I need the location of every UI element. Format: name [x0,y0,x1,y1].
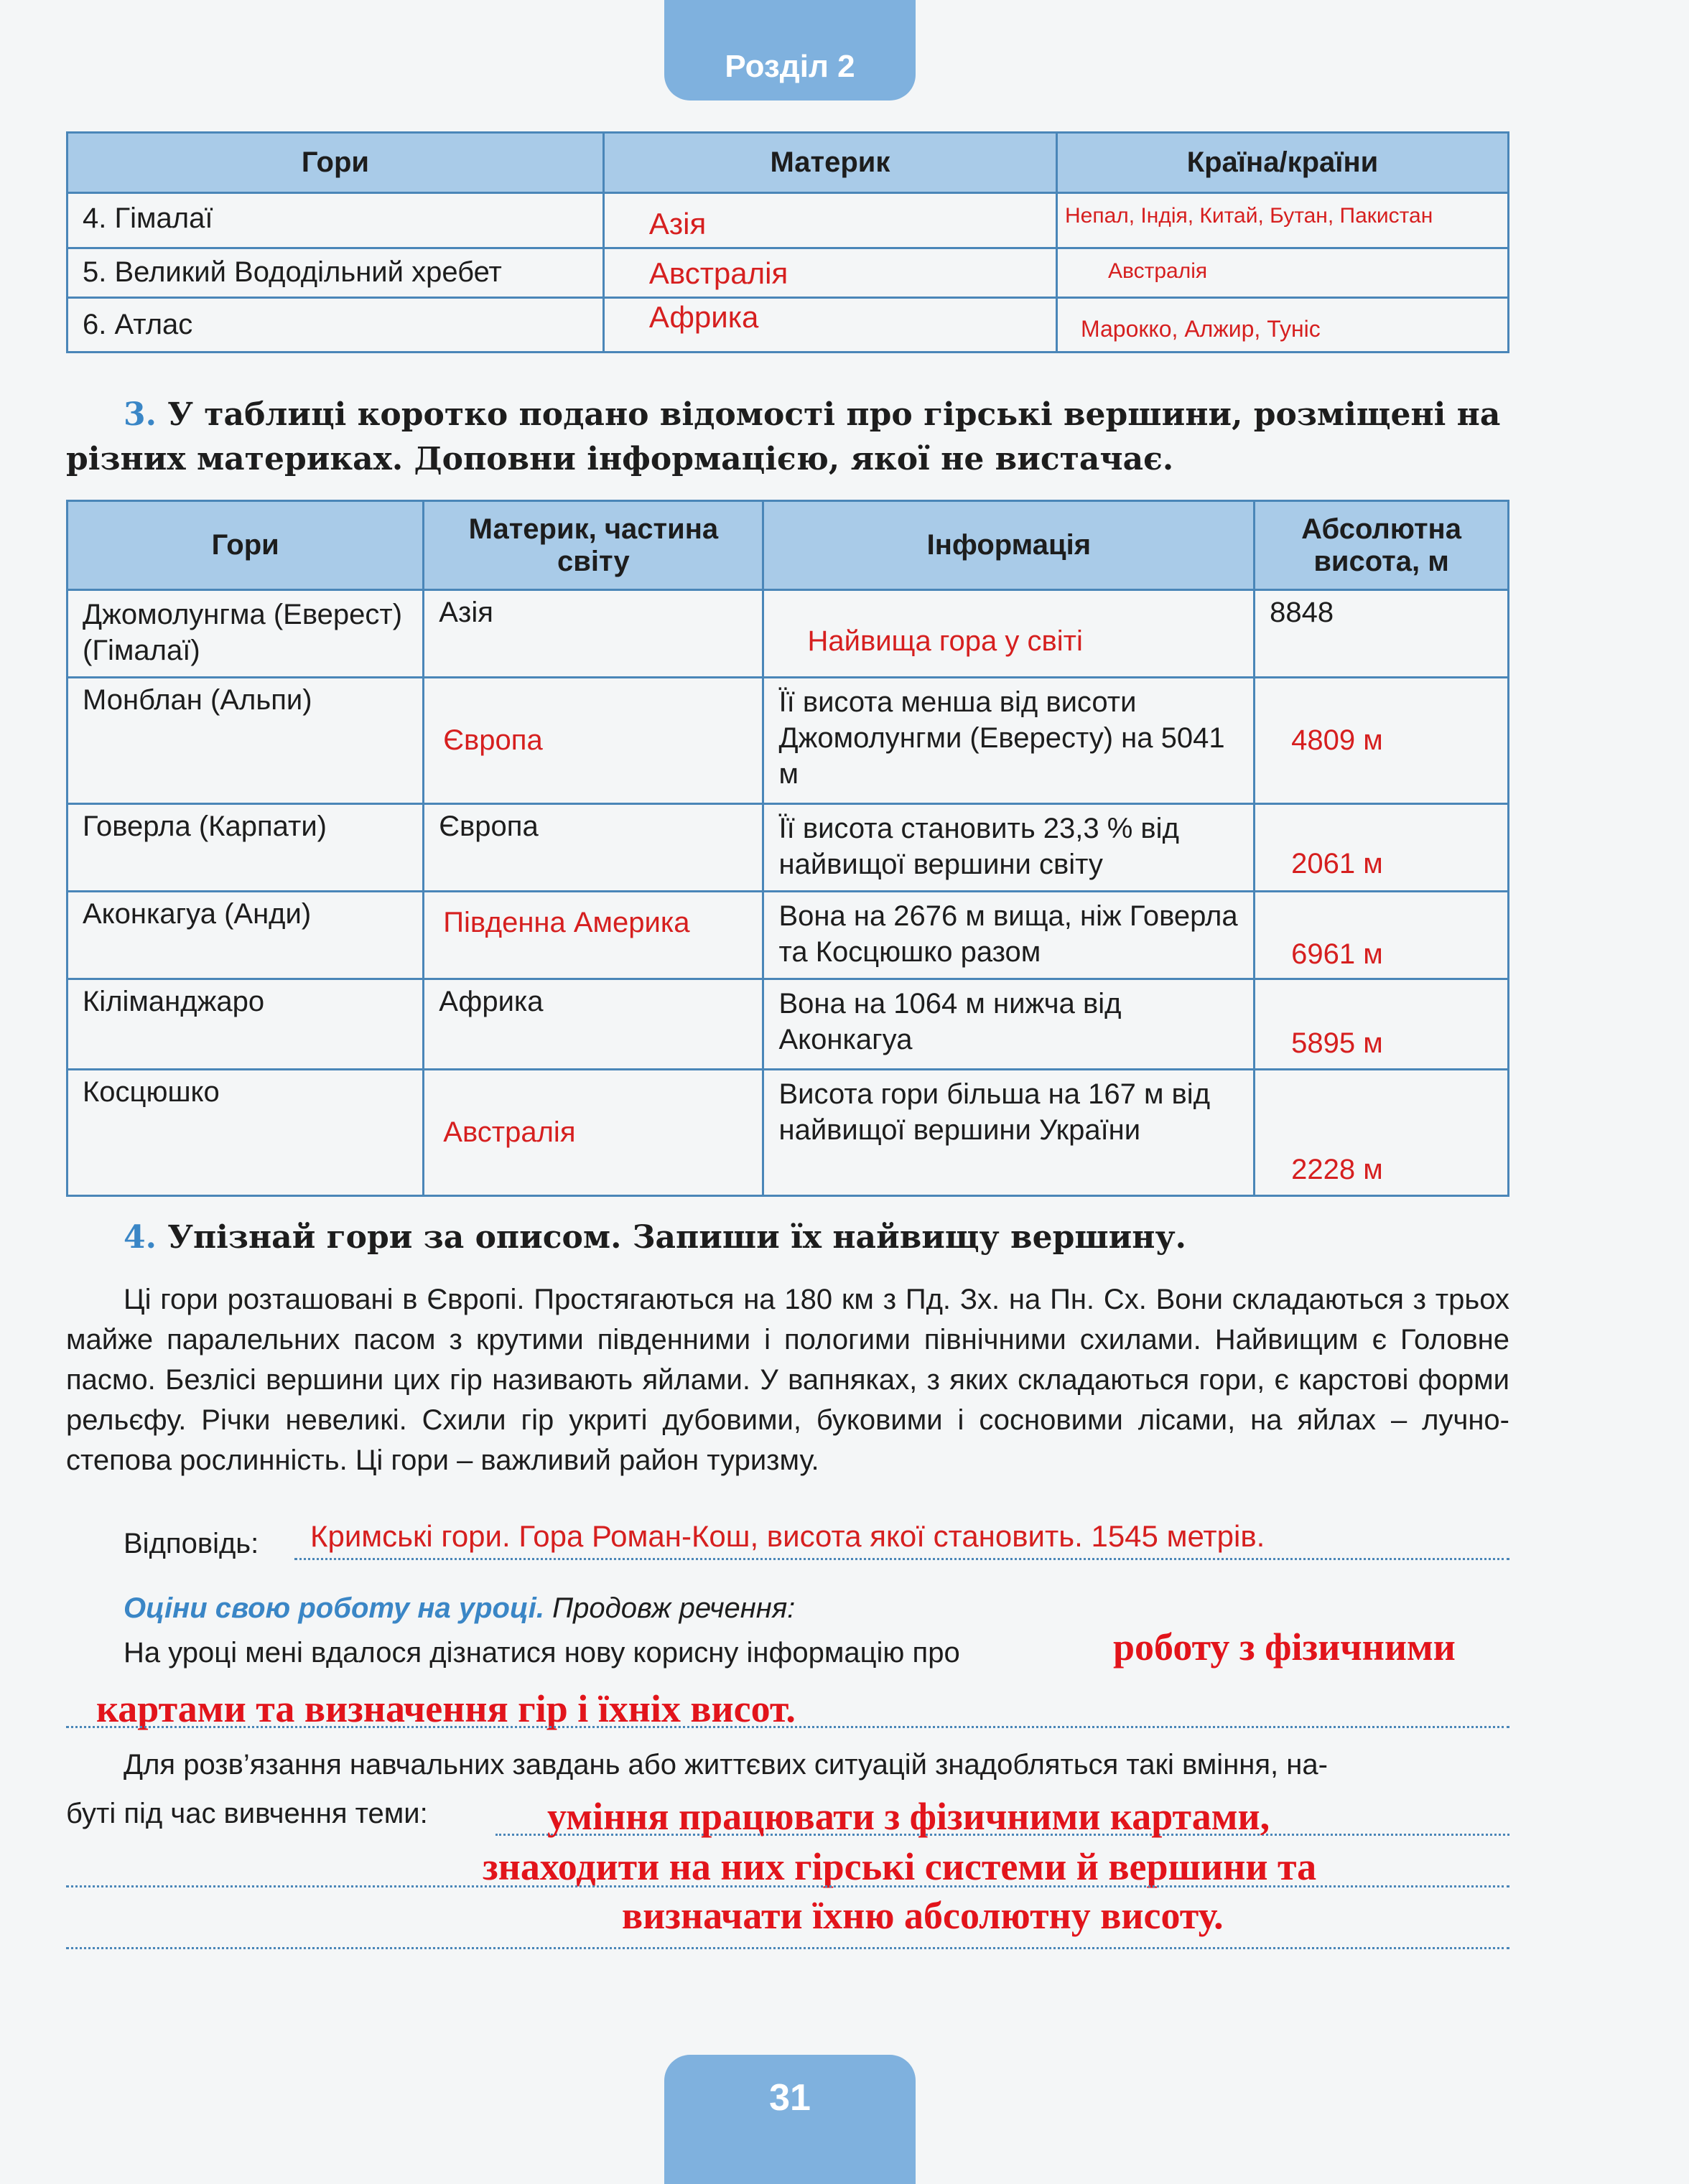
table2-cell-mountain: Джомолунгма (Еверест) (Гімалаї) [68,590,424,678]
table2-cell-continent: Європа [424,678,763,804]
table2-cell-info: Вона на 2676 м вища, ніж Говерла та Косцюшко разом [763,892,1255,979]
page-number-tab [664,2055,916,2184]
table1-cell-countries: Непал, Індія, Китай, Бутан, Пакистан [1056,193,1508,248]
table2-cell-mountain: Кіліманджаро [68,979,424,1070]
task3-text [124,393,1509,437]
table2-cell-height: 8848 [1255,590,1509,678]
table2-cell-height: 4809 м [1255,678,1509,804]
table2-cell-info: Вона на 1064 м нижча від Аконкагуа [763,979,1255,1070]
answer1-line1: роботу з фізичними [1113,1625,1456,1669]
answer2-line1: уміння працювати з фізичними картами, [547,1795,1270,1838]
task4-answer: Кримські гори. Гора Роман-Кош, висота якої становить. 1545 метрів. [310,1519,1265,1553]
table2-cell-height: 2061 м [1255,804,1509,892]
table2-header-mountains: Гори [68,501,424,590]
table1-header-mountains: Гори [68,133,604,193]
table1-header-countries: Країна/країни [1056,133,1508,193]
table2-cell-info: Її висота менша від висоти Джомолунгми (Евересту) на 5041 м [763,678,1255,804]
table2-cell-continent: Африка [424,979,763,1070]
table2-header-info: Інформація [763,501,1255,590]
task4-title-text: Упізнай гори за описом. Запиши їх найвищу вершину. [167,1219,1186,1256]
table2-header-continent: Материк, частина світу [424,501,763,590]
task3-number: 3. [124,396,157,433]
prompt2-line1: Для розв’язання навчальних завдань або життєвих ситуацій знадобляться такі вміння, на- [124,1749,1328,1781]
table2-cell-info: Її висота становить 23,3 % від найвищої вершини світу [763,804,1255,892]
answer-line [294,1558,1509,1560]
table1-cell-countries: Марокко, Алжир, Туніс [1056,298,1508,353]
table2-cell-continent: Південна Америка [424,892,763,979]
self-assessment-subtitle: Продовж речення: [544,1592,796,1624]
answer1-dotted-line [66,1726,1509,1728]
section-tab [664,0,916,101]
task4-description: Ці гори розташовані в Європі. Простягаються на 180 км з Пд. Зх. на Пн. Сх. Вони складаються з трьох майже паралельних пасом з крутими південними і пологими північними схилами. Найвищим є Головне пасмо. Безлісі вершини цих гір називають яйлами. У вапняках, з яких складаються гори, є карстові форми рельєфу. Річки невеликі. Схили гір укриті дубовими, буковими і сосновими лісами, на яйлах – лучно-степова рослинність. Ці гори – важливий район туризму. [66,1284,1509,1476]
answer2-dotted-line-3 [66,1947,1509,1949]
table1-cell-continent: Африка [603,298,1056,353]
answer-label: Відповідь: [124,1528,259,1559]
answer2-dotted-line-2 [66,1885,1509,1887]
table1-cell-mountain: 5. Великий Вододільний хребет [68,248,604,298]
section-tab-label: Розділ 2 [725,49,855,84]
table2-cell-height: 5895 м [1255,979,1509,1070]
task4-title [124,1216,1509,1259]
table2-cell-continent: Азія [424,590,763,678]
self-assessment-heading [124,1588,795,1628]
prompt1: На уроці мені вдалося дізнатися нову корисну інформацію про [124,1637,960,1669]
prompt2-line2: буті під час вивчення теми: [66,1798,428,1829]
table2-cell-continent: Австралія [424,1070,763,1196]
mountain-peaks-table [66,500,1509,1197]
answer2-line2: знаходити на них гірські системи й вершини та [483,1845,1317,1888]
table1-cell-mountain: 4. Гімалаї [68,193,604,248]
task3-text-line2 [66,438,1509,481]
self-assessment-title: Оціни свою роботу на уроці. [124,1592,545,1624]
page-number: 31 [769,2077,811,2119]
answer1-line2: картами та визначення гір і їхніх висот. [96,1687,796,1730]
task3-line1: У таблиці коротко подано відомості про гірські вершини, розміщені на [167,396,1501,433]
task3-line2: різних материках. Доповни інформацією, якої не вистачає. [66,441,1174,477]
table2-cell-mountain: Косцюшко [68,1070,424,1196]
table1-cell-mountain: 6. Атлас [68,298,604,353]
table2-cell-mountain: Аконкагуа (Анди) [68,892,424,979]
table2-header-height: Абсолютна висота, м [1255,501,1509,590]
table2-cell-info: Найвища гора у світі [763,590,1255,678]
table2-cell-mountain: Монблан (Альпи) [68,678,424,804]
table1-cell-continent: Австралія [603,248,1056,298]
table1-header-continent: Материк [603,133,1056,193]
table2-cell-mountain: Говерла (Карпати) [68,804,424,892]
answer2-line3: визначати їхню абсолютну висоту. [622,1894,1224,1937]
table2-cell-continent: Європа [424,804,763,892]
task4-number: 4. [124,1219,157,1256]
table2-cell-info: Висота гори більша на 167 м від найвищої вершини України [763,1070,1255,1196]
table1-cell-countries: Австралія [1056,248,1508,298]
mountains-continents-table [66,131,1509,353]
table2-cell-height: 6961 м [1255,892,1509,979]
table2-cell-height: 2228 м [1255,1070,1509,1196]
table1-cell-continent: Азія [603,193,1056,248]
